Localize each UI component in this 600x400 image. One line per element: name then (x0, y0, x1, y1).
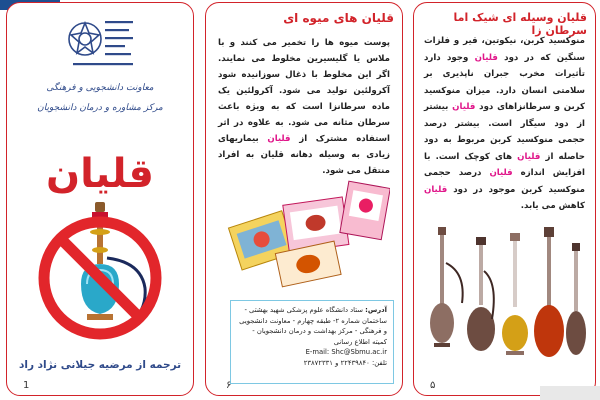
department-line-2: مرکز مشاوره و درمان دانشجویان (37, 103, 163, 113)
highlight-hookah: قلیان (267, 134, 291, 144)
translator-credit: ترجمه از مرضیه جیلانی نژاد راد (18, 359, 182, 371)
address-label: آدرس: (365, 306, 387, 314)
cover-title: قلیان (45, 151, 154, 197)
address-text: ستاد دانشگاه علوم پزشکی شهید بهشتی - ساختمان شماره ۲- طبقه چهارم - معاونت دانشجویی و فرهنگی - مرکز بهداشت و درمان دانشجویان - کمیته اطلاع رسانی (239, 306, 387, 346)
university-logo (67, 9, 137, 75)
panel-heading: قلیان های میوه ای (283, 11, 394, 25)
tobacco-packets-image (220, 171, 390, 289)
no-hookah-icon (37, 198, 163, 344)
email-link[interactable]: E-mail: Shc@Sbmu.ac.ir (305, 348, 387, 356)
department-line-1: معاونت دانشجویی و فرهنگی (46, 83, 154, 93)
cover-panel (6, 2, 194, 396)
page-number: ۶ (226, 380, 232, 391)
panel-heading: قلیان وسیله ای شیک اما سرطان زا (453, 11, 587, 37)
contact-info-box (230, 300, 394, 384)
cancer-risk-panel (413, 2, 596, 396)
fruit-hookah-text: پوست میوه ها را تخمیر می کنند و با ملاس یا گلیسیرین مخلوط می نمایند. اگر این مخلوط با ذغال سوزانیده شود آکرولئین تولید می شود. آکرولئین یک ماده سرطانزا است که به ویژه باعث سرطان مثانه می شود. به علاوه در اثر استفاده مشترک از قلیان بیماریهای زیادی به وسیله دهانه قلیان به افراد منتقل می شود. (218, 38, 390, 176)
fruit-hookah-panel (205, 2, 403, 396)
phone-text: تلفن: ۲۲۴۳۹۸۴۰ و ۲۳۸۷۲۳۳۱ (303, 358, 387, 367)
cancer-risk-text: منوکسید کربن، نیکوتین، قیر و فلزات سنگین که در دود قلیان وجود دارد تأثیرات مخرب جبران ناپذیری بر سلامتی انسان دارد. میزان منوکسید کربن و سرطانزاهای دود قلیان بیشتر از دود سیگار است. بیشتر درصد حجمی منوکسید کربن مربوط به دود حاصله از قلیان های کوچک است. با افزایش اندازه قلیان درصد حجمی منوکسید کربن موجود در دود قلیان کاهش می یابد. (424, 36, 586, 211)
corner-strip (540, 386, 600, 400)
hookah-collection-image (422, 223, 588, 373)
page-number: 1 (23, 380, 30, 391)
page-number: ۵ (430, 380, 436, 391)
